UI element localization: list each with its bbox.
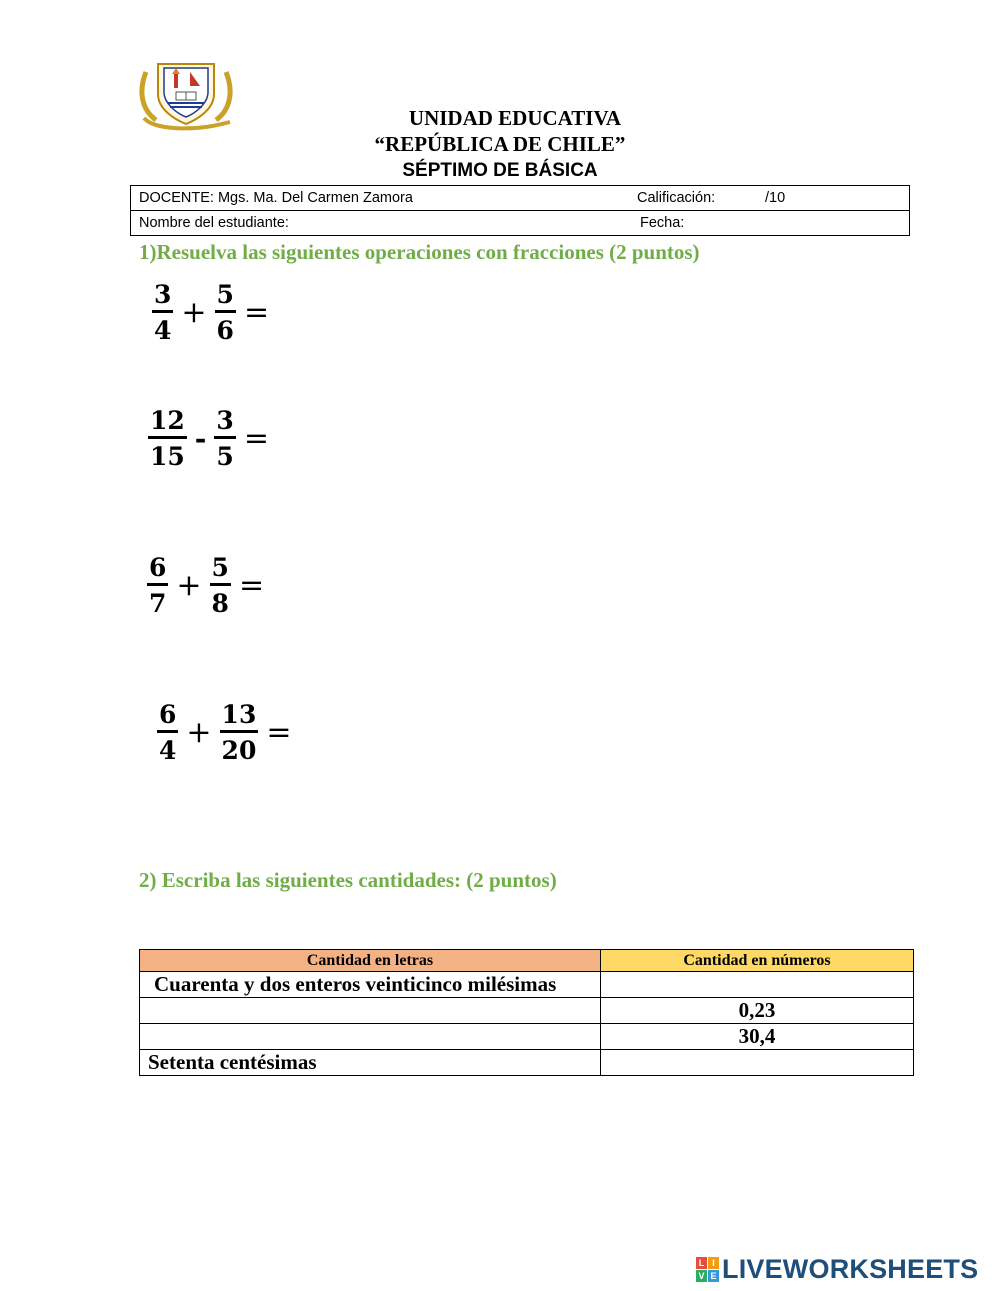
denominator: 5 xyxy=(216,441,234,471)
school-name: UNIDAD EDUCATIVA xyxy=(408,106,622,130)
answer-cell-words[interactable] xyxy=(140,1024,601,1050)
fraction xyxy=(157,702,178,763)
denominator: 4 xyxy=(154,315,172,345)
table-row xyxy=(140,972,914,998)
operator: - xyxy=(194,421,207,455)
operator: + xyxy=(181,294,207,330)
table-row xyxy=(140,1050,914,1076)
fraction xyxy=(152,282,173,343)
fraction-exercise[interactable] xyxy=(144,408,273,469)
denominator: 20 xyxy=(221,735,257,765)
info-table xyxy=(130,185,910,236)
numerator: 12 xyxy=(150,406,185,435)
student-cell[interactable] xyxy=(131,211,910,236)
operator: + xyxy=(186,714,212,750)
denominator: 7 xyxy=(149,588,167,618)
fraction-exercise[interactable] xyxy=(153,702,295,763)
fraction xyxy=(215,282,236,343)
numerator: 13 xyxy=(221,700,257,729)
numerator: 6 xyxy=(149,553,167,582)
fraction xyxy=(147,555,168,616)
fraction xyxy=(148,408,187,469)
fraction-exercise[interactable] xyxy=(143,555,268,616)
denominator: 6 xyxy=(216,315,234,345)
school-name-line2: “REPÚBLICA DE CHILE” xyxy=(374,132,626,156)
grade-out-of: /10 xyxy=(765,190,786,206)
cell-numbers: 0,23 xyxy=(601,998,914,1024)
answer-cell-numbers[interactable] xyxy=(601,972,914,998)
quantities-table xyxy=(139,949,914,1076)
liveworksheets-brand xyxy=(696,1254,978,1285)
numerator: 3 xyxy=(154,280,172,309)
denominator: 8 xyxy=(211,588,229,618)
column-header-numbers: Cantidad en números xyxy=(601,950,914,972)
cell-words: Setenta centésimas xyxy=(140,1050,601,1076)
answer-cell-words[interactable] xyxy=(140,998,601,1024)
cell-numbers: 30,4 xyxy=(601,1024,914,1050)
fraction-exercise[interactable] xyxy=(148,282,273,343)
section2-title: 2) Escriba las siguientes cantidades: (2 puntos) xyxy=(139,868,557,892)
equals-sign: = xyxy=(266,714,292,750)
column-header-words: Cantidad en letras xyxy=(140,950,601,972)
teacher-label: DOCENTE: Mgs. Ma. Del Carmen Zamora xyxy=(139,190,413,206)
fraction xyxy=(214,408,235,469)
numerator: 6 xyxy=(159,700,177,729)
grade-title: SÉPTIMO DE BÁSICA xyxy=(402,160,598,181)
table-row xyxy=(140,998,914,1024)
brand-logo-icon: L I V E xyxy=(696,1257,719,1282)
grade-label: Calificación: xyxy=(637,190,716,206)
numerator: 3 xyxy=(216,406,234,435)
info-row-student xyxy=(131,211,910,236)
operator: + xyxy=(176,567,202,603)
brand-text: LIVEWORKSHEETS xyxy=(722,1254,979,1284)
equals-sign: = xyxy=(243,294,270,330)
answer-cell-numbers[interactable] xyxy=(601,1050,914,1076)
denominator: 15 xyxy=(150,441,185,471)
fraction xyxy=(220,702,259,763)
student-label: Nombre del estudiante: xyxy=(139,215,289,231)
numerator: 5 xyxy=(211,553,229,582)
teacher-cell xyxy=(131,186,910,211)
info-row-teacher xyxy=(131,186,910,211)
table-header-row xyxy=(140,950,914,972)
denominator: 4 xyxy=(159,735,177,765)
cell-words: Cuarenta y dos enteros veinticinco milésimas xyxy=(140,972,601,998)
numerator: 5 xyxy=(216,280,234,309)
fraction xyxy=(210,555,231,616)
date-label: Fecha: xyxy=(640,215,685,231)
table-row xyxy=(140,1024,914,1050)
equals-sign: = xyxy=(238,567,265,603)
equals-sign: = xyxy=(243,420,269,456)
section1-title: 1)Resuelva las siguientes operaciones con fracciones (2 puntos) xyxy=(139,240,700,264)
